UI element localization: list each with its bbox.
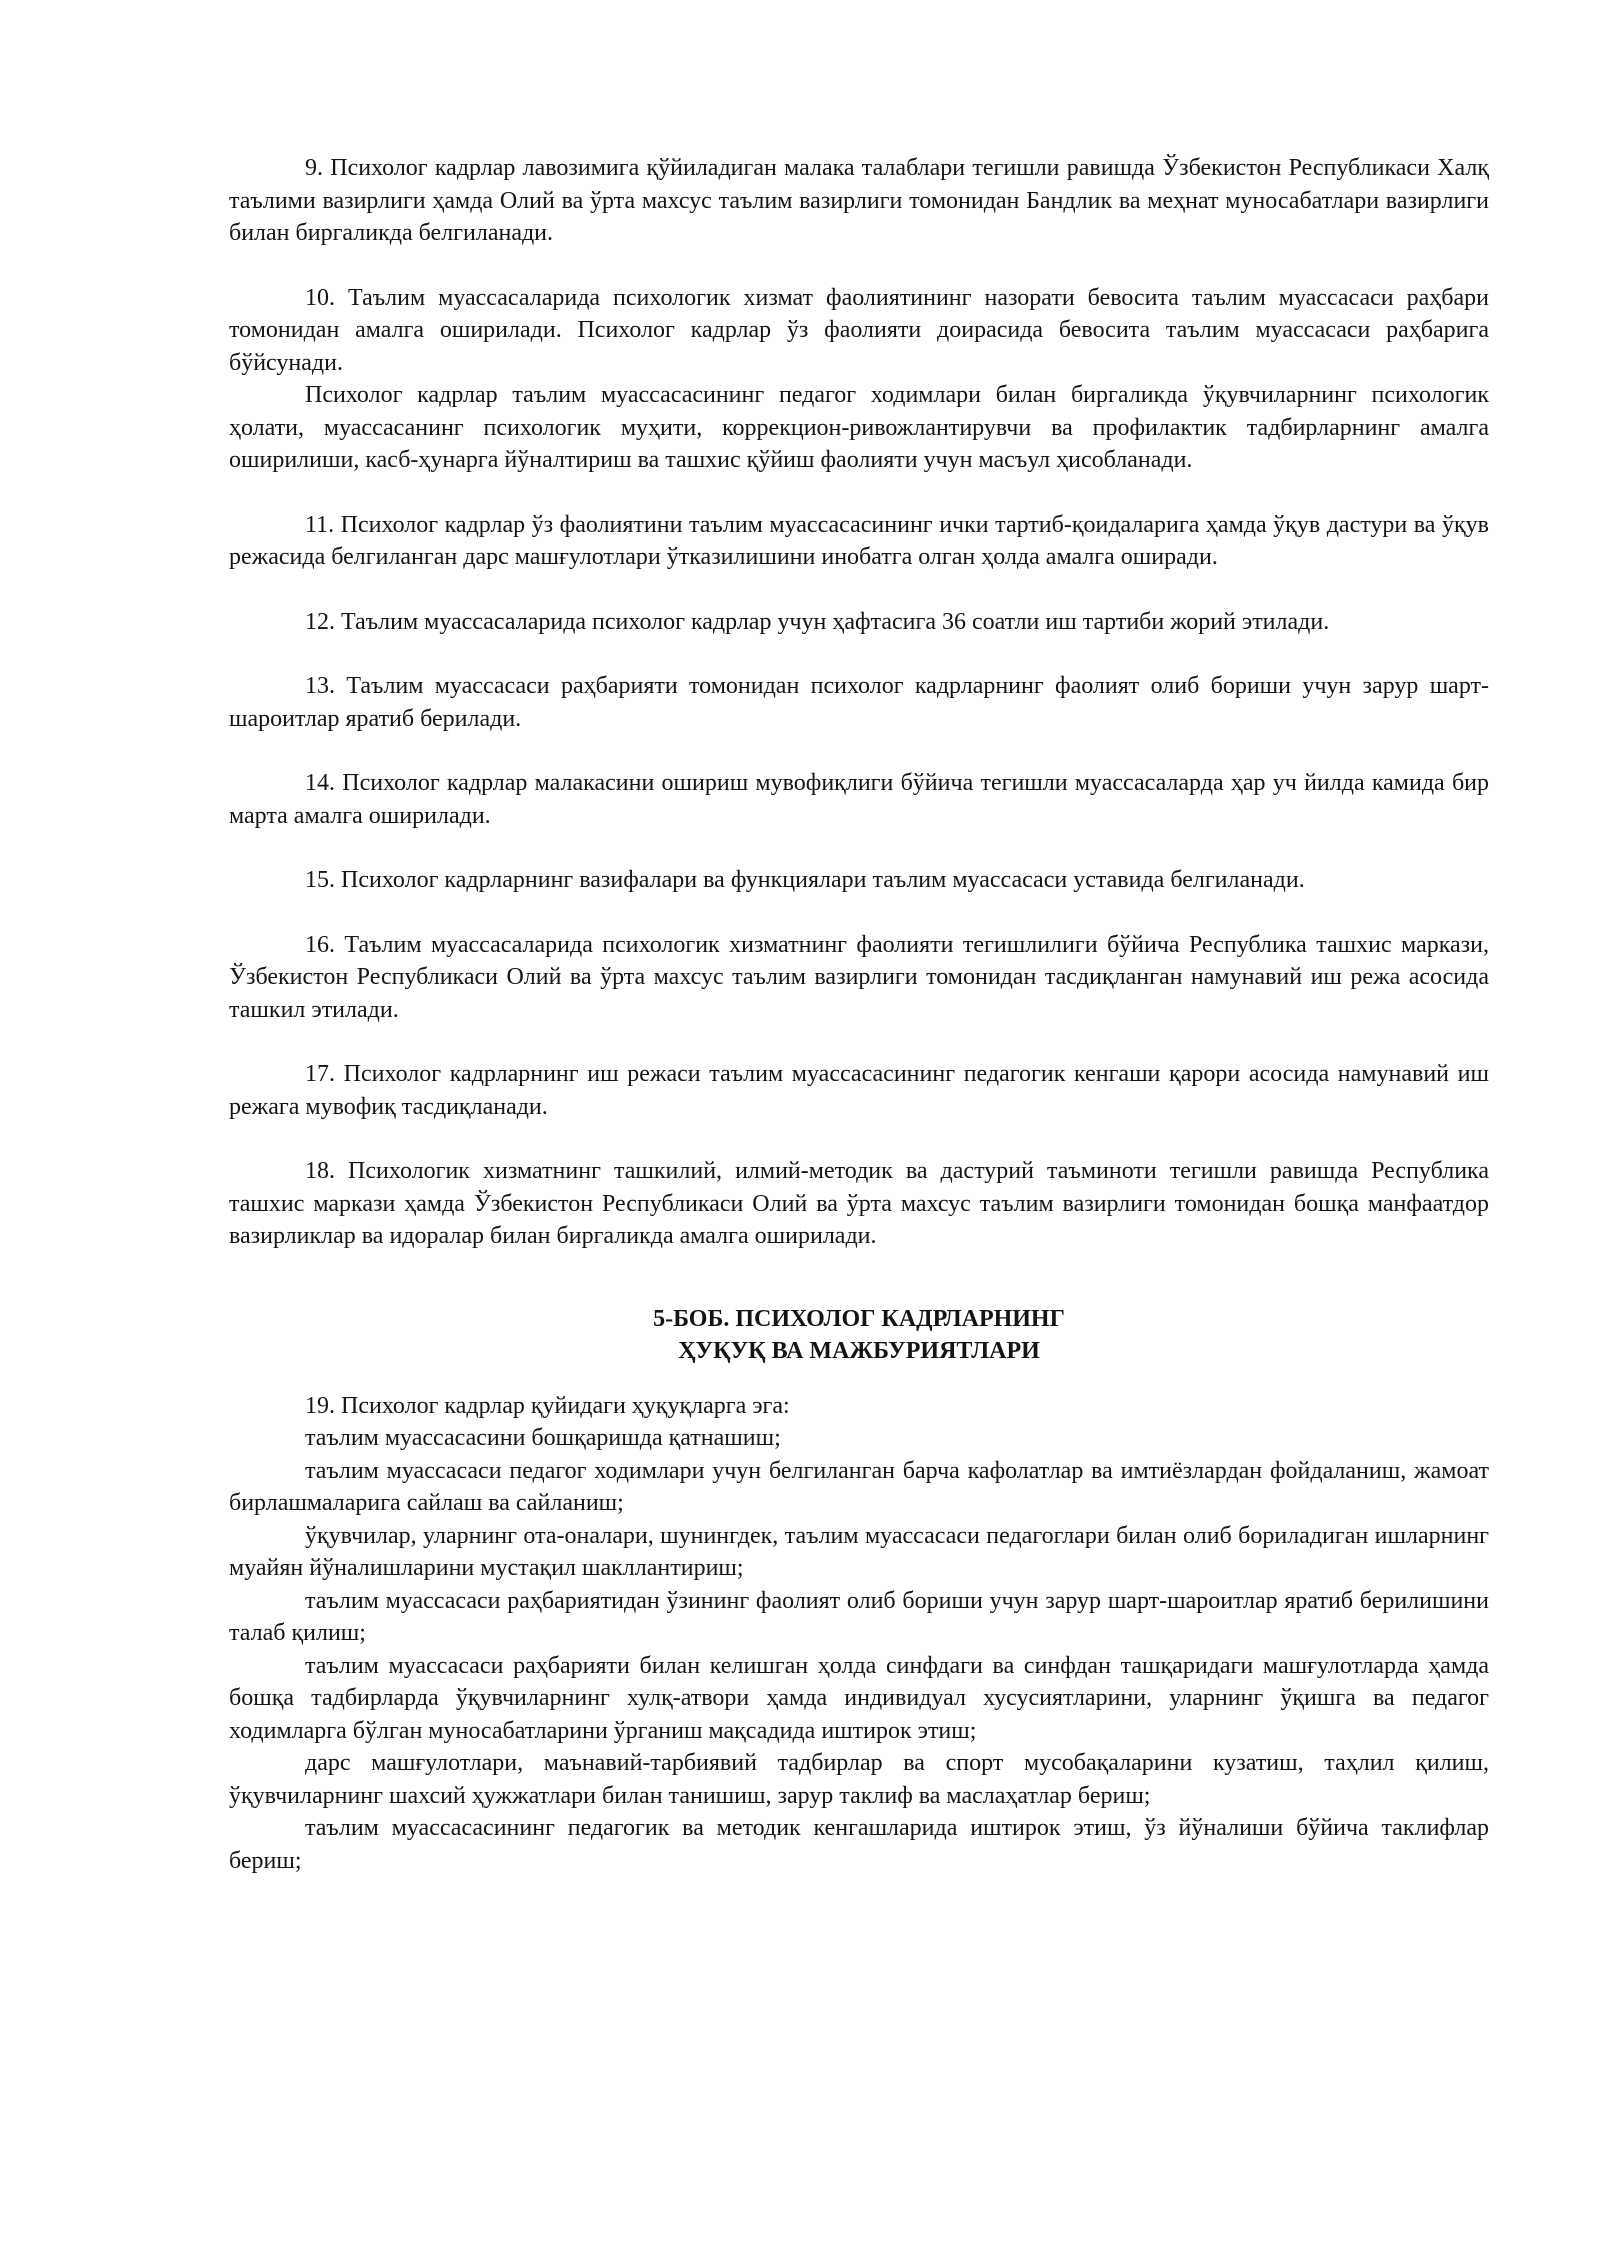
paragraph-12: 12. Таълим муассасаларида психолог кадрлар учун ҳафтасига 36 соатли иш тартиби жорий этилади. (305, 608, 1330, 635)
right-item-3: ўқувчилар, уларнинг ота-оналари, шунингдек, таълим муассасаси педагоглари билан олиб бориладиган ишларнинг муайян йўналишларини мустақил шакллантириш; (229, 1522, 1489, 1581)
chapter-title-line-2: ҲУҚУҚ ВА МАЖБУРИЯТЛАРИ (678, 1338, 1040, 1364)
document-page (229, 152, 1489, 1877)
paragraph-10: 10. Таълим муассасаларида психологик хизмат фаолиятининг назорати бевосита таълим муассасаси раҳбари томонидан амалга оширилади. Психолог кадрлар ўз фаолияти доирасида бевосита таълим муассасаси раҳбарига бўйсунади. (229, 284, 1489, 376)
right-item-2: таълим муассасаси педагог ходимлари учун белгиланган барча кафолатлар ва имтиёзлардан фойдаланиш, жамоат бирлашмаларига сайлаш ва сайланиш; (229, 1457, 1489, 1516)
paragraph-18: 18. Психологик хизматнинг ташкилий, илмий-методик ва дастурий таъминоти тегишли равишда Республика ташхис маркази ҳамда Ўзбекистон Республикаси Олий ва ўрта махсус таълим вазирлиги томонидан бошқа манфаатдор вазирликлар ва идоралар билан биргаликда амалга оширилади. (229, 1158, 1489, 1249)
paragraph-16: 16. Таълим муассасаларида психологик хизматнинг фаолияти тегишлилиги бўйича Республика ташхис маркази, Ўзбекистон Республикаси Олий ва ўрта махсус таълим вазирлиги томонидан тасдиқланган намунавий иш режа асосида ташкил этилади. (229, 931, 1489, 1023)
chapter-title-line-1: 5-БОБ. ПСИХОЛОГ КАДРЛАРНИНГ (653, 1305, 1065, 1332)
right-item-7: таълим муассасасининг педагогик ва методик кенгашларида иштирок этиш, ўз йўналиши бўйича таклифлар бериш; (229, 1815, 1489, 1874)
paragraph-13: 13. Таълим муассасаси раҳбарияти томонидан психолог кадрларнинг фаолият олиб бориши учун зарур шарт-шароитлар яратиб берилади. (229, 673, 1489, 732)
paragraph-15: 15. Психолог кадрларнинг вазифалари ва функциялари таълим муассасаси уставида белгиланади. (305, 867, 1305, 893)
right-item-5: таълим муассасаси раҳбарияти билан келишган ҳолда синфдаги ва синфдан ташқаридаги машғулотларда ҳамда бошқа тадбирларда ўқувчиларнинг хулқ-атвори ҳамда индивидуал хусусиятларини, уларнинг ўқишга ва педагог ходимларга бўлган муносабатларини ўрганиш мақсадида иштирок этиш; (229, 1652, 1489, 1744)
right-item-1: таълим муассасасини бошқаришда қатнашиш; (305, 1425, 781, 1451)
paragraph-14: 14. Психолог кадрлар малакасини ошириш мувофиқлиги бўйича тегишли муассасаларда ҳар уч йилда камида бир марта амалга оширилади. (229, 770, 1489, 829)
right-item-6: дарс машғулотлари, маънавий-тарбиявий тадбирлар ва спорт мусобақаларини кузатиш, таҳлил қилиш, ўқувчиларнинг шахсий ҳужжатлари билан танишиш, зарур таклиф ва маслаҳатлар бериш; (229, 1750, 1489, 1809)
paragraph-10-continued: Психолог кадрлар таълим муассасасининг педагог ходимлари билан биргаликда ўқувчиларнинг психологик ҳолати, муассасанинг психологик муҳити, коррекцион-ривожлантирувчи ва профилактик тадбирларнинг амалга оширилиши, касб-ҳунарга йўналтириш ва ташхис қўйиш фаолияти учун масъул ҳисобланади. (229, 382, 1489, 473)
paragraph-9: 9. Психолог кадрлар лавозимига қўйиладиган малака талаблари тегишли равишда Ўзбекистон Республикаси Халқ таълими вазирлиги ҳамда Олий ва ўрта махсус таълим вазирлиги томонидан Бандлик ва меҳнат муносабатлари вазирлиги билан биргаликда белгиланади. (229, 155, 1489, 246)
paragraph-17: 17. Психолог кадрларнинг иш режаси таълим муассасасининг педагогик кенгаши қарори асосида намунавий иш режага мувофиқ тасдиқланади. (229, 1061, 1489, 1120)
paragraph-19: 19. Психолог кадрлар қуйидаги ҳуқуқларга эга: (305, 1392, 790, 1419)
paragraph-11: 11. Психолог кадрлар ўз фаолиятини таълим муассасасининг ички тартиб-қоидаларига ҳамда ўқув дастури ва ўқув режасида белгиланган дарс машғулотлари ўтказилишини инобатга олган ҳолда амалга оширади. (229, 511, 1489, 570)
chapter-heading (229, 1303, 1489, 1368)
right-item-4: таълим муассасаси раҳбариятидан ўзининг фаолият олиб бориши учун зарур шарт-шароитлар яратиб берилишини талаб қилиш; (229, 1587, 1489, 1646)
